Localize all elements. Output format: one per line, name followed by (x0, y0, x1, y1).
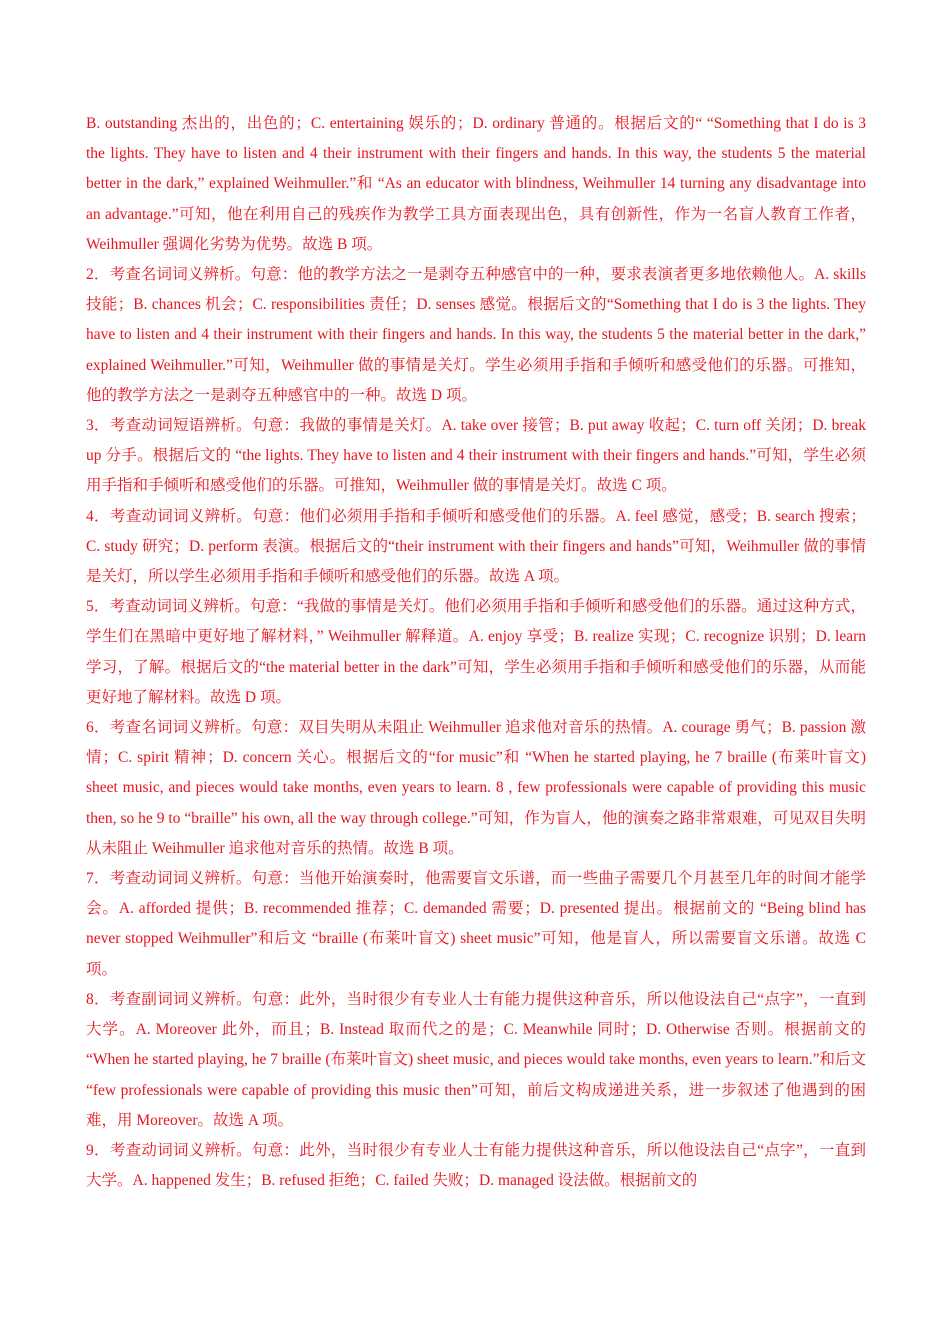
explanation-paragraph-9: 9．考查动词词义辨析。句意：此外，当时很少有专业人士有能力提供这种音乐，所以他设法自己“点字”，一直到大学。A. happened 发生；B. refused 拒绝；C. failed 失败；D. managed 设法做。根据前文的 (86, 1141, 866, 1190)
explanation-paragraph-4: 4．考查动词词义辨析。句意：他们必须用手指和手倾听和感受他们的乐器。A. feel 感觉，感受；B. search 搜索；C. study 研究；D. perform 表演。根据后文的“their instrument with their fingers and hands”可知，Weihmuller 做的事情是关灯，所以学生必须用手指和手倾听和感受他们的乐器。故选 A 项。 (86, 507, 866, 586)
explanation-paragraph-7: 7．考查动词词义辨析。句意：当他开始演奏时，他需要盲文乐谱，而一些曲子需要几个月甚至几年的时间才能学会。A. afforded 提供；B. recommended 推荐；C. demanded 需要；D. presented 提出。根据前文的 “Being blind has never stopped Weihmuller”和后文 “braille (布莱叶盲文) sheet music”可知，他是盲人，所以需要盲文乐谱。故选 C 项。 (86, 870, 866, 978)
explanation-paragraph-1-continued: B. outstanding 杰出的，出色的；C. entertaining 娱乐的；D. ordinary 普通的。根据后文的“ “Something that I do is 3 the lights. They have to listen and 4 their instrument with their fingers and hands. In this way, the students 5 the material better in the dark,” explained Weihmuller.”和 “As an educator with blindness, Weihmuller 14 turning any disadvantage into an advantage.”可知，他在利用自己的残疾作为教学工具方面表现出色，具有创新性，作为一名盲人教育工作者，Weihmuller 强调化劣势为优势。故选 B 项。 (86, 115, 866, 253)
explanation-paragraph-2: 2．考查名词词义辨析。句意：他的教学方法之一是剥夺五种感官中的一种，要求表演者更多地依赖他人。A. skills 技能；B. chances 机会；C. responsibilities 责任；D. senses 感觉。根据后文的“Something that I do is 3 the lights. They have to listen and 4 their instrument with their fingers and hands. In this way, the students 5 the material better in the dark,” explained Weihmuller.”可知，Weihmuller 做的事情是关灯。学生必须用手指和手倾听和感受他们的乐器。可推知，他的教学方法之一是剥夺五种感官中的一种。故选 D 项。 (86, 266, 866, 404)
explanation-paragraph-6: 6．考查名词词义辨析。句意：双目失明从未阻止 Weihmuller 追求他对音乐的热情。A. courage 勇气；B. passion 激情；C. spirit 精神；D. concern 关心。根据后文的“for music”和 “When he started playing, he 7 braille (布莱叶盲文) sheet music, and pieces would take months, even years to learn. 8 , few professionals were capable of providing this music then, so he 9 to “braille” his own, all the way through college.”可知，作为盲人，他的演奏之路非常艰难，可见双目失明从未阻止 Weihmuller 追求他对音乐的热情。故选 B 项。 (86, 719, 866, 857)
explanation-paragraph-8: 8．考查副词词义辨析。句意：此外，当时很少有专业人士有能力提供这种音乐，所以他设法自己“点字”，一直到大学。A. Moreover 此外，而且；B. Instead 取而代之的是；C. Meanwhile 同时；D. Otherwise 否则。根据前文的 “When he started playing, he 7 braille (布莱叶盲文) sheet music, and pieces would take months, even years to learn.”和后文 “few professionals were capable of providing this music then”可知，前后文构成递进关系，进一步叙述了他遇到的困难，用 Moreover。故选 A 项。 (86, 990, 866, 1129)
answer-explanations (86, 109, 866, 1196)
explanation-paragraph-3: 3．考查动词短语辨析。句意：我做的事情是关灯。A. take over 接管；B. put away 收起；C. turn off 关闭；D. break up 分手。根据后文的 “the lights. They have to listen and 4 their instrument with their fingers and hands.”可知，学生必须用手指和手倾听和感受他们的乐器。可推知，Weihmuller 做的事情是关灯。故选 C 项。 (86, 417, 866, 495)
explanation-paragraph-5: 5．考查动词词义辨析。句意：“我做的事情是关灯。他们必须用手指和手倾听和感受他们的乐器。通过这种方式，学生们在黑暗中更好地了解材料，” Weihmuller 解释道。A. enjoy 享受；B. realize 实现；C. recognize 识别；D. learn 学习，了解。根据后文的“the material better in the dark”可知，学生必须用手指和手倾听和感受他们的乐器，从而能更好地了解材料。故选 D 项。 (86, 598, 866, 706)
